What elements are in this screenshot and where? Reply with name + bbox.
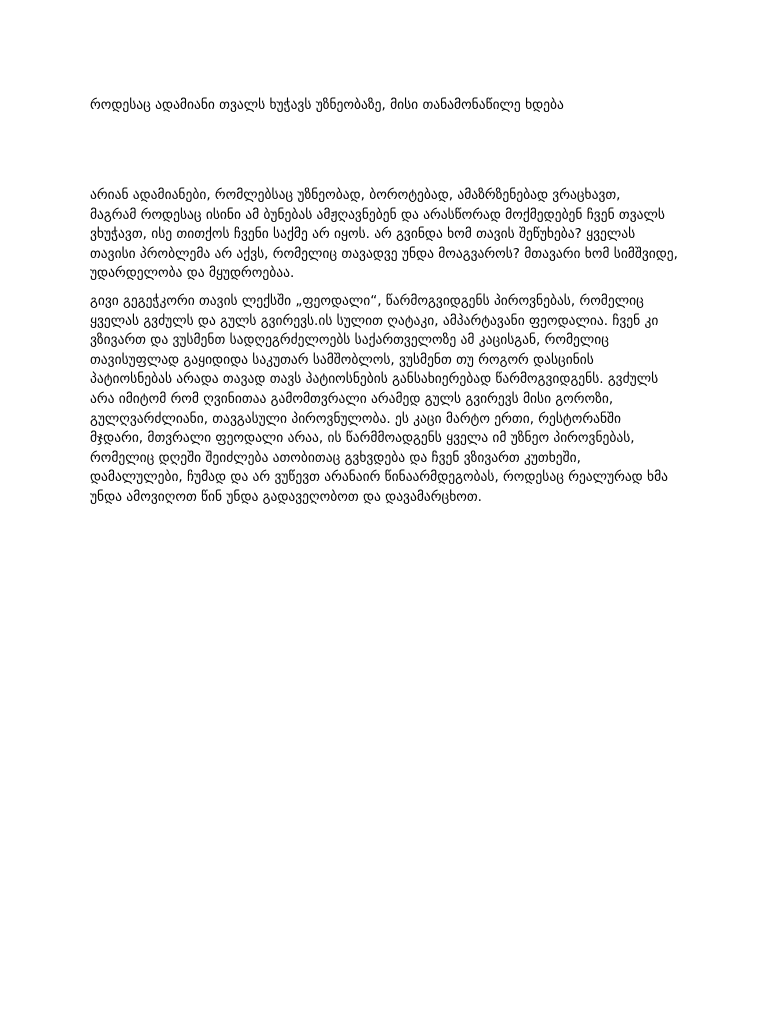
- text-line: თავისუფლად გაყიდიდა საკუთარ სამშობლოს, ვუსმენთ თუ როგორ დასცინის: [90, 351, 594, 368]
- paragraph-2: [90, 292, 690, 508]
- text-line: გულღვარძლიანი, თავგასული პიროვნულობა. ეს კაცი მარტო ერთი, რესტორანში: [90, 410, 622, 427]
- text-line: პატიოსნებას არადა თავად თავს პატიოსნების განსახიერებად წარმოგვიდგენს. გვძულს: [90, 371, 659, 388]
- text-line: უდარდელობა და მყუდროებაა.: [90, 265, 295, 282]
- document-title: როდესაც ადამიანი თვალს ხუჭავს უზნეობაზე, მისი თანამონაწილე ხდება: [90, 97, 564, 113]
- text-line: თავისი პრობლემა არ აქვს, რომელიც თავადვე უნდა მოაგვაროს? მთავარი ხომ სიმშვიდე,: [90, 245, 678, 262]
- text-line: არიან ადამიანები, რომლებსაც უზნეობად, ბოროტებად, ამაზრზენებად ვრაცხავთ,: [90, 187, 621, 203]
- text-line: მაგრამ როდესაც ისინი ამ ბუნებას ამჟღავნებენ და არასწორად მოქმედებენ ჩვენ თვალს: [90, 206, 665, 223]
- document-body: [90, 186, 690, 516]
- text-line: ვზივართ და ვუსმენთ სადღეგრძელოებს საქართველოზე ამ კაცისგან, რომელიც: [90, 332, 609, 349]
- text-line: ყველას გვძულს და გულს გვირევს.ის სულით ღატაკი, ამპარტავანი ფეოდალია. ჩვენ კი: [90, 312, 659, 329]
- text-line: არა იმიტომ რომ ღვინითაა გამომთვრალი არამედ გულს გვირევს მისი გოროზი,: [90, 390, 614, 407]
- text-line: ვხუჭავთ, ისე თითქოს ჩვენი საქმე არ იყოს. არ გვინდა ხომ თავის შეწუხება? ყველას: [90, 226, 636, 243]
- text-line: დამალულები, ჩუმად და არ ვუწევთ არანაირ წინაარმდეგობას, როდესაც რეალურად ხმა: [90, 469, 668, 486]
- paragraph-1: [90, 186, 690, 284]
- text-line: გივი გეგეჭკორი თავის ლექსში „ფეოდალი“, წარმოგვიდგენს პიროვნებას, რომელიც: [90, 292, 644, 309]
- text-line: მჯდარი, მთვრალი ფეოდალი არაა, ის წარმმოადგენს ყველა იმ უზნეო პიროვნებას,: [90, 430, 635, 447]
- text-line: უნდა ამოვიღოთ წინ უნდა გადავეღობოთ და დავამარცხოთ.: [90, 488, 482, 505]
- text-line: რომელიც დღეში შეიძლება ათობითაც გვხვდება და ჩვენ ვზივართ კუთხეში,: [90, 449, 581, 466]
